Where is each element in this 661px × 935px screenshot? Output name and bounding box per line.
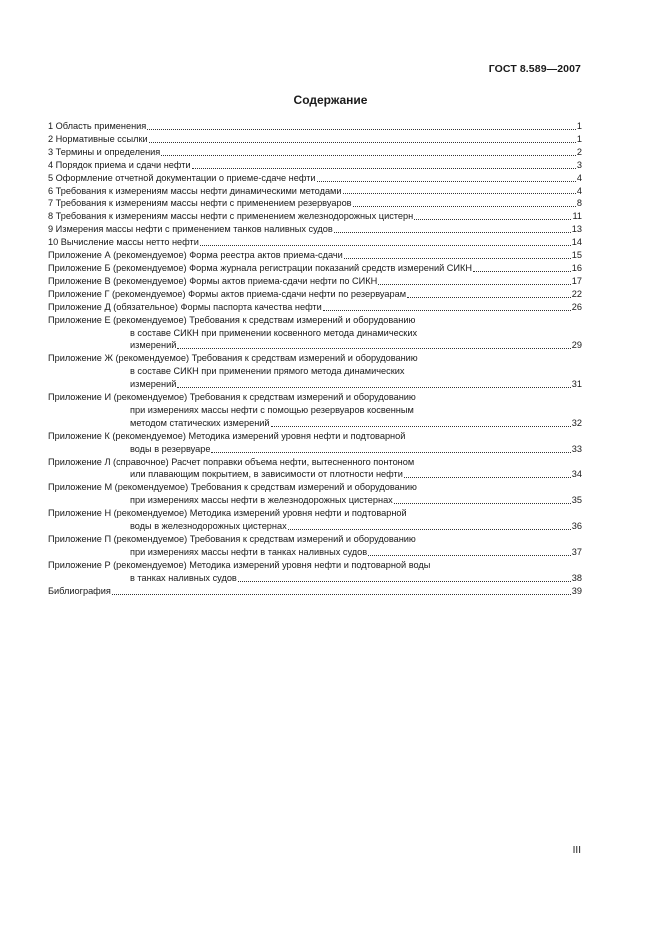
toc-leader-dots xyxy=(271,426,571,427)
toc-entry-continuation[interactable] xyxy=(48,494,582,507)
toc-leader-dots xyxy=(238,581,571,582)
toc-entry-title: 7 Требования к измерениям массы нефти с применением резервуаров xyxy=(48,198,352,209)
toc-entry-page: 26 xyxy=(571,301,582,312)
toc-entry-title: при измерениях массы нефти с помощью резервуаров косвенным xyxy=(130,404,414,415)
toc-entry[interactable] xyxy=(48,133,582,146)
toc-entry-title: при измерениях массы нефти в железнодорожных цистернах xyxy=(130,495,393,506)
toc-title: Содержание xyxy=(293,93,368,107)
toc-entry[interactable] xyxy=(48,172,582,185)
toc-entry[interactable] xyxy=(48,120,582,133)
toc-entry-page: 8 xyxy=(576,198,582,209)
toc-entry-page: 34 xyxy=(571,469,582,480)
toc-entry-page: 33 xyxy=(571,443,582,454)
toc-leader-dots xyxy=(147,129,576,130)
toc-entry-page: 39 xyxy=(571,585,582,596)
toc-entry-title: Приложение Л (справочное) Расчет поправки объема нефти, вытесненного понтоном xyxy=(48,456,415,467)
toc-entry-title: Приложение Ж (рекомендуемое) Требования к средствам измерений и оборудованию xyxy=(48,353,418,364)
toc-entry-title: или плавающим покрытием, в зависимости от плотности нефти xyxy=(130,469,403,480)
toc-leader-dots xyxy=(394,503,571,504)
toc-leader-dots xyxy=(353,206,576,207)
toc-entry[interactable] xyxy=(48,585,582,598)
toc-entry-title: в составе СИКН при применении прямого метода динамических xyxy=(130,366,405,377)
toc-entry-continuation[interactable] xyxy=(48,327,582,340)
toc-entry-page: 37 xyxy=(571,546,582,557)
toc-entry-title: Приложение И (рекомендуемое) Требования к средствам измерений и оборудованию xyxy=(48,392,416,403)
toc-entry[interactable] xyxy=(48,185,582,198)
toc-entry-title: Приложение В (рекомендуемое) Формы актов приема-сдачи нефти по СИКН xyxy=(48,275,378,286)
toc-entry[interactable] xyxy=(48,275,582,288)
toc-entry-page: 22 xyxy=(571,288,582,299)
toc-entry-title: 10 Вычисление массы нетто нефти xyxy=(48,237,199,248)
toc-entry-title: 4 Порядок приема и сдачи нефти xyxy=(48,159,191,170)
toc-entry-title: методом статических измерений xyxy=(130,417,270,428)
toc-entry-page: 35 xyxy=(571,495,582,506)
toc-entry-page: 2 xyxy=(576,146,582,157)
toc-entry-title: 9 Измерения массы нефти с применением танков наливных судов xyxy=(48,224,333,235)
toc-entry-title: 2 Нормативные ссылки xyxy=(48,133,148,144)
toc-entry-page: 17 xyxy=(571,275,582,286)
toc-entry-title: воды в резервуаре xyxy=(130,443,211,454)
toc-entry-page: 15 xyxy=(571,250,582,261)
toc-entry-title: Приложение Р (рекомендуемое) Методика измерений уровня нефти и подтоварной воды xyxy=(48,559,431,570)
toc-entry-continuation[interactable] xyxy=(48,443,582,456)
toc-entry-page: 16 xyxy=(571,262,582,273)
toc-entry-page: 32 xyxy=(571,417,582,428)
toc-entry-page: 4 xyxy=(576,185,582,196)
toc-entry-title: Приложение Б (рекомендуемое) Форма журнала регистрации показаний средств измерений СИКН xyxy=(48,262,473,273)
toc-entry[interactable] xyxy=(48,559,582,572)
toc-entry-title: 5 Оформление отчетной документации о приеме-сдаче нефти xyxy=(48,172,316,183)
toc-leader-dots xyxy=(404,477,571,478)
toc-entry[interactable] xyxy=(48,533,582,546)
toc-entry[interactable] xyxy=(48,456,582,469)
page-number: III xyxy=(572,845,581,856)
toc-entry[interactable] xyxy=(48,210,582,223)
toc-entry-title: Приложение Г (рекомендуемое) Формы актов приема-сдачи нефти по резервуарам xyxy=(48,288,407,299)
toc-entry-page: 3 xyxy=(576,159,582,170)
toc-entry-continuation[interactable] xyxy=(48,404,582,417)
toc-entry-page: 1 xyxy=(576,121,582,131)
toc-entry-title: 3 Термины и определения xyxy=(48,146,161,157)
toc-leader-dots xyxy=(414,219,571,220)
toc-leader-dots xyxy=(211,452,570,453)
toc-entry-title: измерений xyxy=(130,340,177,351)
toc-entry[interactable] xyxy=(48,197,582,210)
toc-entry-title: 1 Область применения xyxy=(48,121,147,131)
toc-entry-title: при измерениях массы нефти в танках наливных судов xyxy=(130,546,368,557)
toc-entry-title: воды в железнодорожных цистернах xyxy=(130,521,287,532)
toc-entry-continuation[interactable] xyxy=(48,468,582,481)
toc-leader-dots xyxy=(149,142,576,143)
toc-leader-dots xyxy=(368,555,571,556)
toc-entry-title: в танках наливных судов xyxy=(130,572,237,583)
toc-leader-dots xyxy=(192,168,576,169)
toc-entry-page: 38 xyxy=(571,572,582,583)
toc-entry-title: Приложение П (рекомендуемое) Требования к средствам измерений и оборудованию xyxy=(48,534,416,544)
toc-leader-dots xyxy=(343,193,576,194)
toc-entry[interactable] xyxy=(48,314,582,327)
toc-entry[interactable] xyxy=(48,159,582,172)
toc-entry[interactable] xyxy=(48,481,582,494)
toc-entry[interactable] xyxy=(48,507,582,520)
toc-entry[interactable] xyxy=(48,352,582,365)
toc-leader-dots xyxy=(177,348,570,349)
toc-entry-title: 8 Требования к измерениям массы нефти с применением железнодорожных цистерн xyxy=(48,211,414,222)
toc-leader-dots xyxy=(161,155,576,156)
toc-entry-page: 4 xyxy=(576,172,582,183)
toc-entry-continuation[interactable] xyxy=(48,417,582,430)
toc-entry-page: 14 xyxy=(571,237,582,248)
toc-entry-continuation[interactable] xyxy=(48,546,582,559)
toc-leader-dots xyxy=(317,181,576,182)
toc-entry[interactable] xyxy=(48,249,582,262)
toc-leader-dots xyxy=(323,310,571,311)
toc-entry-title: Библиография xyxy=(48,585,111,596)
toc-entry-page: 1 xyxy=(576,133,582,144)
toc-entry-title: Приложение Н (рекомендуемое) Методика измерений уровня нефти и подтоварной xyxy=(48,508,407,519)
toc-entry[interactable] xyxy=(48,223,582,236)
toc-leader-dots xyxy=(378,284,571,285)
toc-entry-title: Приложение Е (рекомендуемое) Требования к средствам измерений и оборудованию xyxy=(48,314,416,325)
toc-leader-dots xyxy=(344,258,571,259)
toc-entry[interactable] xyxy=(48,146,582,159)
toc-entry[interactable] xyxy=(48,288,582,301)
toc-leader-dots xyxy=(334,232,571,233)
toc-leader-dots xyxy=(200,245,571,246)
toc-leader-dots xyxy=(177,387,570,388)
toc-entry[interactable] xyxy=(48,236,582,249)
toc-leader-dots xyxy=(112,594,571,595)
toc-entry-continuation[interactable] xyxy=(48,378,582,391)
toc-entry-title: 6 Требования к измерениям массы нефти динамическими методами xyxy=(48,185,342,196)
toc-leader-dots xyxy=(288,529,571,530)
toc-entry-page: 13 xyxy=(571,224,582,235)
toc-entry-page: 31 xyxy=(571,379,582,390)
toc-entry-continuation[interactable] xyxy=(48,572,582,585)
document-code: ГОСТ 8.589—2007 xyxy=(488,63,581,75)
toc-entry[interactable] xyxy=(48,391,582,404)
toc-entry-continuation[interactable] xyxy=(48,339,582,352)
toc-entry-title: в составе СИКН при применении косвенного метода динамических xyxy=(130,327,418,338)
toc-entry-title: Приложение Д (обязательное) Формы паспорта качества нефти xyxy=(48,301,322,312)
toc-entry[interactable] xyxy=(48,262,582,275)
toc-leader-dots xyxy=(473,271,571,272)
toc-entry-title: Приложение М (рекомендуемое) Требования к средствам измерений и оборудованию xyxy=(48,482,417,493)
toc-entry-title: измерений xyxy=(130,379,177,390)
toc-entry-continuation[interactable] xyxy=(48,365,582,378)
toc-entry-page: 29 xyxy=(571,340,582,351)
toc-leader-dots xyxy=(407,297,571,298)
toc-entry[interactable] xyxy=(48,301,582,314)
toc-entry-title: Приложение К (рекомендуемое) Методика измерений уровня нефти и подтоварной xyxy=(48,430,406,441)
table-of-contents xyxy=(48,120,582,598)
toc-entry-page: 36 xyxy=(571,521,582,532)
toc-entry-page: 11 xyxy=(572,211,582,222)
toc-entry-continuation[interactable] xyxy=(48,520,582,533)
toc-entry[interactable] xyxy=(48,430,582,443)
toc-entry-title: Приложение А (рекомендуемое) Форма реестра актов приема-сдачи xyxy=(48,250,343,261)
